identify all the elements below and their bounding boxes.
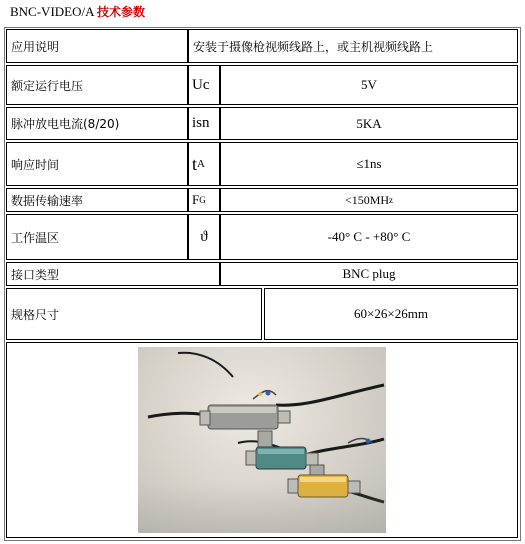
label-data-rate	[6, 188, 188, 212]
label-text: 响应时间	[11, 157, 60, 172]
value-sub: z	[389, 195, 394, 205]
label-dimensions	[6, 288, 262, 340]
value-text: 5V	[361, 77, 377, 92]
label-interface	[6, 262, 220, 286]
label-text: 数据传输速率	[11, 193, 84, 208]
value-text: 5KA	[356, 115, 382, 131]
value-text: BNC plug	[342, 266, 396, 281]
label-temp-range	[6, 214, 188, 260]
value-response-time	[220, 142, 518, 186]
value-rated-voltage	[220, 65, 518, 105]
symbol-theta	[188, 214, 220, 260]
model-name: BNC-VIDEO/A	[10, 4, 94, 19]
value-main: <150MH	[344, 192, 390, 207]
value-text: 安装于摄像枪视频线路上，或主机视频线路上	[193, 39, 434, 54]
label-application	[6, 29, 188, 63]
section-title: 技术参数	[97, 5, 146, 19]
symbol-main: t	[192, 153, 198, 174]
value-text: -40° C - +80° C	[327, 229, 411, 244]
value-text: ≤1ns	[356, 156, 382, 171]
value-temp-range	[220, 214, 518, 260]
symbol-sub: A	[197, 158, 205, 170]
symbol-text: ϑ	[200, 228, 208, 245]
value-dimensions	[264, 288, 518, 340]
symbol-sub: G	[199, 195, 206, 205]
symbol-text: Uc	[192, 76, 210, 93]
value-text: 60×26×26mm	[354, 306, 428, 321]
symbol-ta	[188, 142, 220, 186]
symbol-text: isn	[192, 115, 210, 131]
label-text: 脉冲放电电流(8/20)	[11, 117, 120, 131]
value-data-rate	[220, 188, 518, 212]
product-photo	[138, 347, 386, 533]
label-text: 额定运行电压	[11, 78, 84, 93]
symbol-fg	[188, 188, 220, 212]
photo-shadow	[138, 483, 386, 533]
symbol-main: F	[192, 192, 200, 207]
value-interface	[220, 262, 518, 286]
symbol-uc	[188, 65, 220, 105]
value-discharge-current	[220, 107, 518, 140]
label-discharge-current	[6, 107, 188, 140]
symbol-isn	[188, 107, 220, 140]
label-text: 应用说明	[11, 39, 60, 54]
label-text: 工作温区	[11, 230, 60, 245]
page-title	[10, 3, 145, 20]
label-text: 规格尺寸	[11, 307, 60, 322]
value-application	[188, 29, 518, 63]
label-rated-voltage	[6, 65, 188, 105]
label-response-time	[6, 142, 188, 186]
label-text: 接口类型	[11, 267, 60, 282]
